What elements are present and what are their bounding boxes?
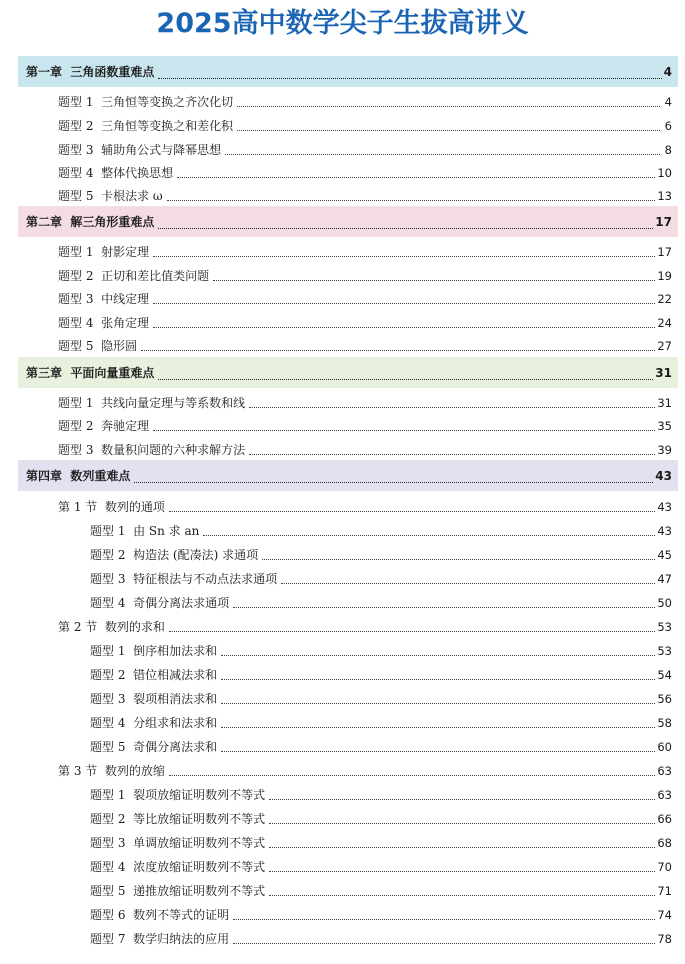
toc-entry[interactable]: [58, 309, 672, 331]
toc-entry[interactable]: [90, 589, 672, 611]
page-number: 50: [657, 596, 672, 610]
page-number: 70: [657, 860, 672, 874]
entry-label: 题型 1 射影定理: [58, 245, 150, 259]
toc-entry[interactable]: [90, 685, 672, 707]
page-number: 47: [657, 572, 672, 586]
page-number: 78: [657, 932, 672, 946]
toc-entry[interactable]: [58, 332, 672, 354]
leader-dots: [134, 474, 653, 483]
leader-dots: [221, 669, 655, 680]
toc-entry[interactable]: [58, 262, 672, 284]
page-number: 4: [664, 95, 672, 109]
leader-dots: [249, 397, 655, 408]
toc-entry[interactable]: [58, 159, 672, 181]
page-number: 17: [655, 214, 672, 229]
page-number: 31: [655, 365, 672, 380]
leader-dots: [237, 96, 660, 107]
entry-label: 题型 5 隐形圆: [58, 339, 138, 353]
entry-label: 题型 1 共线向量定理与等系数和线: [58, 396, 246, 410]
chapter-label: 第一章 三角函数重难点: [26, 65, 155, 79]
entry-label: 题型 1 裂项放缩证明数列不等式: [90, 788, 266, 802]
entry-label: 题型 1 由 Sn 求 an: [90, 524, 200, 538]
entry-label: 题型 4 整体代换思想: [58, 166, 174, 180]
entry-label: 题型 5 奇偶分离法求和: [90, 740, 218, 754]
page-number: 39: [657, 443, 672, 457]
leader-dots: [221, 645, 655, 656]
leader-dots: [269, 837, 655, 848]
entry-label: 题型 2 三角恒等变换之和差化积: [58, 119, 234, 133]
toc-entry[interactable]: [90, 709, 672, 731]
leader-dots: [203, 525, 655, 536]
toc-entry[interactable]: [58, 436, 672, 458]
entry-label: 题型 2 奔驰定理: [58, 419, 150, 433]
leader-dots: [153, 420, 655, 431]
page-number: 58: [657, 716, 672, 730]
entry-label: 题型 2 错位相减法求和: [90, 668, 218, 682]
leader-dots: [153, 246, 655, 257]
page-number: 68: [657, 836, 672, 850]
leader-dots: [213, 270, 655, 281]
toc-entry[interactable]: [90, 805, 672, 827]
page-number: 24: [657, 316, 672, 330]
page-number: 54: [657, 668, 672, 682]
toc-entry[interactable]: [58, 412, 672, 434]
entry-label: 题型 4 浓度放缩证明数列不等式: [90, 860, 266, 874]
toc-entry[interactable]: [58, 182, 672, 204]
toc-entry[interactable]: [58, 136, 672, 158]
page-number: 63: [657, 764, 672, 778]
entry-label: 题型 4 奇偶分离法求通项: [90, 596, 230, 610]
entry-label: 题型 5 卡根法求 ω: [58, 189, 163, 203]
leader-dots: [269, 789, 655, 800]
page-number: 17: [657, 245, 672, 259]
section-entry[interactable]: [58, 757, 672, 779]
toc-entry[interactable]: [90, 565, 672, 587]
page-number: 43: [655, 468, 672, 483]
page-number: 6: [664, 119, 672, 133]
section-label: 第 3 节 数列的放缩: [58, 764, 165, 778]
leader-dots: [221, 693, 655, 704]
page-number: 31: [657, 396, 672, 410]
leader-dots: [249, 444, 655, 455]
page-number: 22: [657, 292, 672, 306]
page-number: 66: [657, 812, 672, 826]
leader-dots: [167, 190, 656, 201]
section-label: 第 2 节 数列的求和: [58, 620, 165, 634]
page-number: 10: [657, 166, 672, 180]
entry-label: 题型 3 单调放缩证明数列不等式: [90, 836, 266, 850]
toc-entry[interactable]: [90, 541, 672, 563]
page-number: 56: [657, 692, 672, 706]
toc-entry[interactable]: [90, 925, 672, 947]
entry-label: 题型 1 三角恒等变换之齐次化切: [58, 95, 234, 109]
leader-dots: [169, 765, 655, 776]
entry-label: 题型 2 正切和差比值类问题: [58, 269, 210, 283]
chapter-4-heading[interactable]: [18, 460, 678, 491]
leader-dots: [177, 167, 655, 178]
leader-dots: [141, 340, 655, 351]
entry-label: 题型 7 数学归纳法的应用: [90, 932, 230, 946]
leader-dots: [262, 549, 655, 560]
page-number: 74: [657, 908, 672, 922]
page-number: 60: [657, 740, 672, 754]
entry-label: 题型 3 辅助角公式与降幂思想: [58, 143, 222, 157]
leader-dots: [233, 597, 655, 608]
leader-dots: [269, 885, 655, 896]
leader-dots: [153, 317, 655, 328]
entry-label: 题型 6 数列不等式的证明: [90, 908, 230, 922]
page-number: 43: [657, 524, 672, 538]
page-number: 35: [657, 419, 672, 433]
chapter-label: 第二章 解三角形重难点: [26, 215, 155, 229]
leader-dots: [269, 813, 655, 824]
entry-label: 题型 3 裂项相消法求和: [90, 692, 218, 706]
toc-entry[interactable]: [90, 661, 672, 683]
chapter-2-heading[interactable]: [18, 206, 678, 237]
leader-dots: [281, 573, 655, 584]
entry-label: 题型 4 分组求和法求和: [90, 716, 218, 730]
section-entry[interactable]: [58, 493, 672, 515]
entry-label: 题型 1 倒序相加法求和: [90, 644, 218, 658]
leader-dots: [269, 861, 655, 872]
leader-dots: [158, 371, 653, 380]
entry-label: 题型 2 等比放缩证明数列不等式: [90, 812, 266, 826]
page-number: 43: [657, 500, 672, 514]
chapter-label: 第三章 平面向量重难点: [26, 366, 155, 380]
chapter-3-heading[interactable]: [18, 357, 678, 388]
leader-dots: [225, 144, 660, 155]
entry-label: 题型 2 构造法 (配凑法) 求通项: [90, 548, 259, 562]
entry-label: 题型 3 中线定理: [58, 292, 150, 306]
toc-entry[interactable]: [90, 733, 672, 755]
toc-entry[interactable]: [90, 877, 672, 899]
entry-label: 题型 3 特征根法与不动点法求通项: [90, 572, 278, 586]
leader-dots: [153, 293, 655, 304]
leader-dots: [169, 501, 655, 512]
page-number: 4: [663, 64, 672, 79]
leader-dots: [233, 909, 655, 920]
leader-dots: [169, 621, 655, 632]
leader-dots: [233, 933, 655, 944]
toc-entry[interactable]: [58, 112, 672, 134]
toc-entry[interactable]: [90, 517, 672, 539]
toc-entry[interactable]: [58, 88, 672, 110]
entry-label: 题型 3 数量积问题的六种求解方法: [58, 443, 246, 457]
page-title: 2025高中数学尖子生拔高讲义: [156, 8, 529, 39]
page-number: 53: [657, 620, 672, 634]
page-number: 53: [657, 644, 672, 658]
toc-entry[interactable]: [58, 389, 672, 411]
entry-label: 题型 4 张角定理: [58, 316, 150, 330]
chapter-1-heading[interactable]: [18, 56, 678, 87]
toc-entry[interactable]: [58, 238, 672, 260]
chapter-label: 第四章 数列重难点: [26, 469, 131, 483]
leader-dots: [158, 220, 653, 229]
page-number: 27: [657, 339, 672, 353]
page-number: 8: [664, 143, 672, 157]
leader-dots: [221, 741, 655, 752]
page-number: 45: [657, 548, 672, 562]
leader-dots: [221, 717, 655, 728]
page-number: 71: [657, 884, 672, 898]
toc-entry[interactable]: [58, 285, 672, 307]
page-number: 63: [657, 788, 672, 802]
section-label: 第 1 节 数列的通项: [58, 500, 165, 514]
page-number: 19: [657, 269, 672, 283]
entry-label: 题型 5 递推放缩证明数列不等式: [90, 884, 266, 898]
toc-entry[interactable]: [90, 853, 672, 875]
section-entry[interactable]: [58, 613, 672, 635]
page-number: 13: [657, 189, 672, 203]
toc-entry[interactable]: [90, 829, 672, 851]
leader-dots: [237, 120, 660, 131]
leader-dots: [158, 70, 661, 79]
toc-entry[interactable]: [90, 901, 672, 923]
toc-entry[interactable]: [90, 637, 672, 659]
toc-entry[interactable]: [90, 781, 672, 803]
